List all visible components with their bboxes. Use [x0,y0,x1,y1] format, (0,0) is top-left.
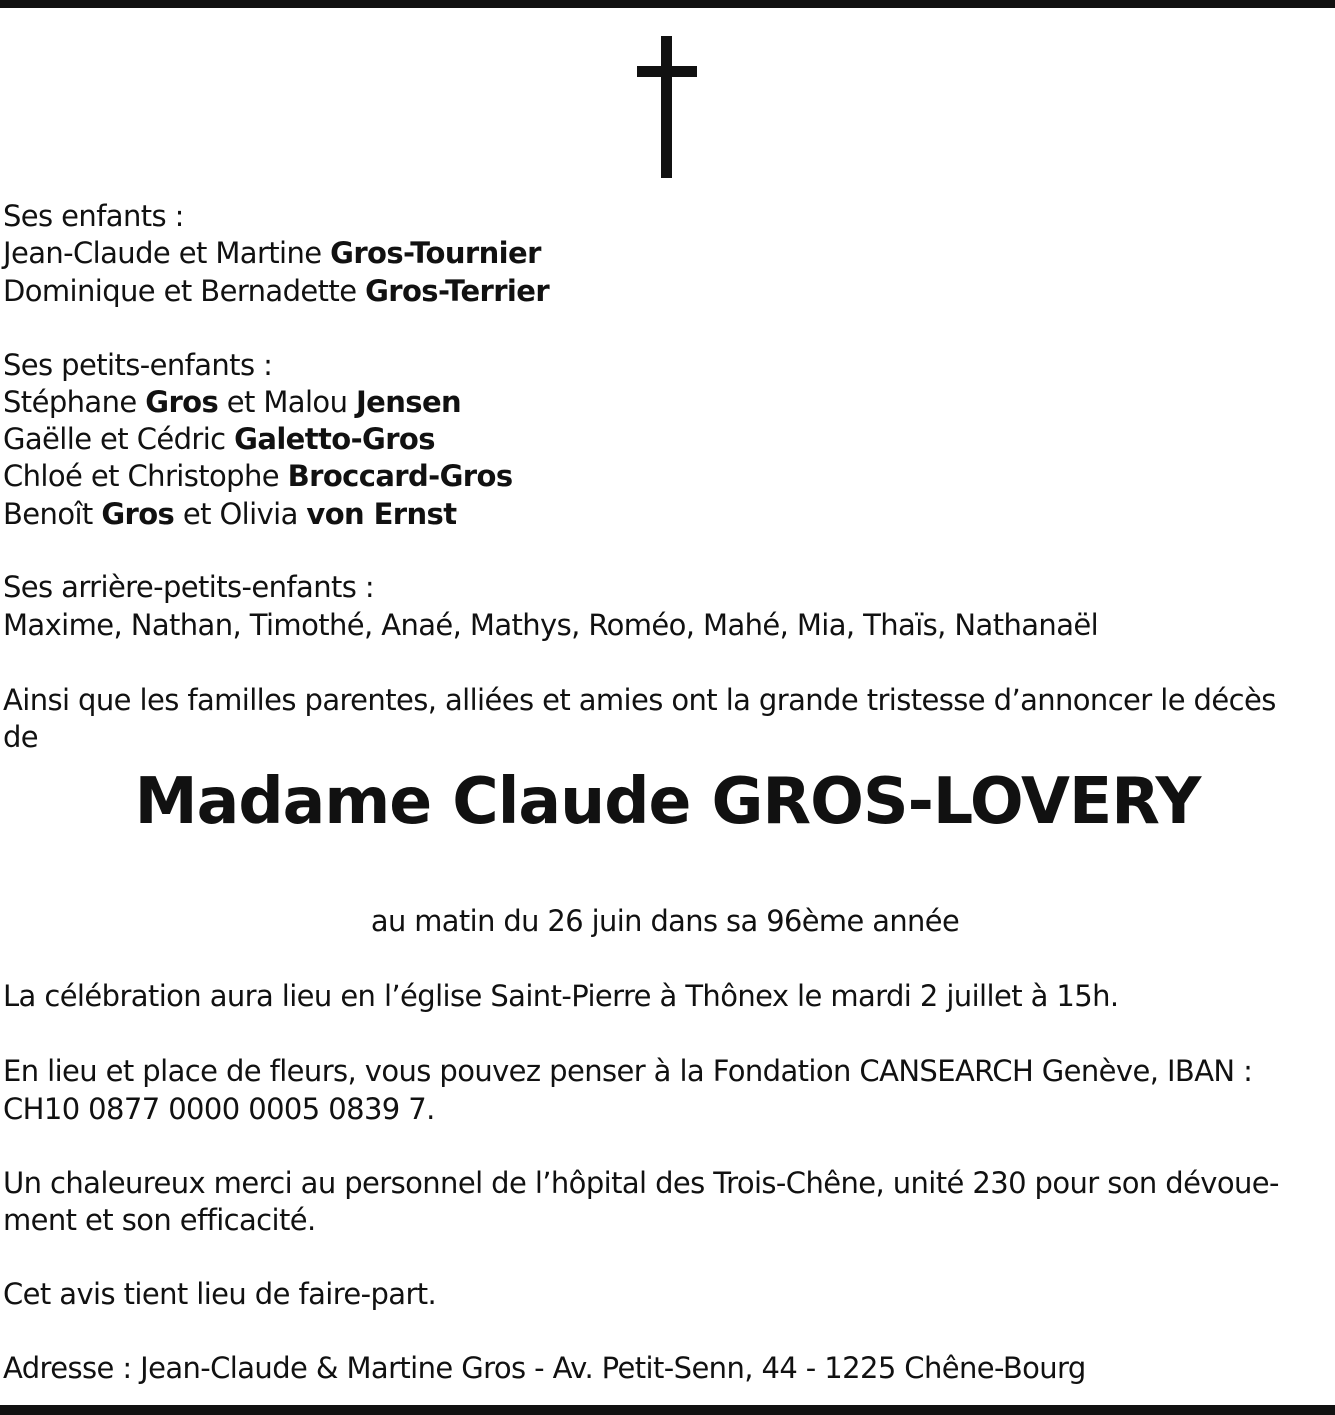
grandchildren-row [3,421,435,458]
grandchild-first-name: Benoît [3,497,93,531]
children-surname: Gros-Tournier [330,236,541,270]
partner-first-name: et Malou [226,385,348,419]
children-heading: Ses enfants : [3,199,184,233]
partner-surname: Jensen [355,385,462,419]
grandchild-surname: Broccard-Gros [287,459,513,493]
grandchildren-row [3,384,461,421]
celebration-text: La célébration aura lieu en l’église Saint-Pierre à Thônex le mardi 2 juillet à 15h. [3,979,1119,1013]
thanks-line-2: ment et son efficacité. [3,1203,316,1237]
children-row [3,235,541,272]
top-border [0,0,1335,8]
grandchild-first-name: Stéphane [3,385,137,419]
bottom-border [0,1405,1335,1415]
grandchild-first-names: Gaëlle et Cédric [3,422,226,456]
grandchildren-row [3,458,512,495]
notice-text: Cet avis tient lieu de faire-part. [3,1277,437,1311]
grandchild-first-names: Chloé et Christophe [3,459,279,493]
children-row [3,273,549,310]
grandchildren-row [3,496,456,533]
children-first-names: Jean-Claude et Martine [3,236,322,270]
children-first-names: Dominique et Bernadette [3,274,357,308]
grandchildren-heading: Ses petits-enfants : [3,348,273,382]
cross-icon [637,36,697,178]
great-grandchildren-heading: Ses arrière-petits-enfants : [3,570,375,604]
thanks-line-1: Un chaleureux merci au personnel de l’hôpital des Trois-Chêne, unité 230 pour son dévoue- [3,1166,1279,1200]
deceased-name: Madame Claude GROS-LOVERY [134,765,1201,839]
partner-surname: von Ernst [306,497,457,531]
announcement-line-1: Ainsi que les familles parentes, alliées et amies ont la grande tristesse d’annoncer le décès [3,683,1276,717]
children-surname: Gros-Terrier [365,274,550,308]
grandchild-surname: Gros [145,385,219,419]
donation-line-1: En lieu et place de fleurs, vous pouvez penser à la Fondation CANSEARCH Genève, IBAN : [3,1054,1253,1088]
announcement-line-2: de [3,720,39,754]
address-text: Adresse : Jean-Claude & Martine Gros - Av. Petit-Senn, 44 - 1225 Chêne-Bourg [3,1351,1086,1385]
great-grandchildren-names: Maxime, Nathan, Timothé, Anaé, Mathys, Roméo, Mahé, Mia, Thaïs, Nathanaël [3,608,1099,642]
grandchild-surname: Gros [101,497,175,531]
grandchild-surname: Galetto-Gros [234,422,435,456]
date-line: au matin du 26 juin dans sa 96ème année [370,904,960,938]
donation-line-2: CH10 0877 0000 0005 0839 7. [3,1092,435,1126]
partner-first-name: et Olivia [182,497,298,531]
